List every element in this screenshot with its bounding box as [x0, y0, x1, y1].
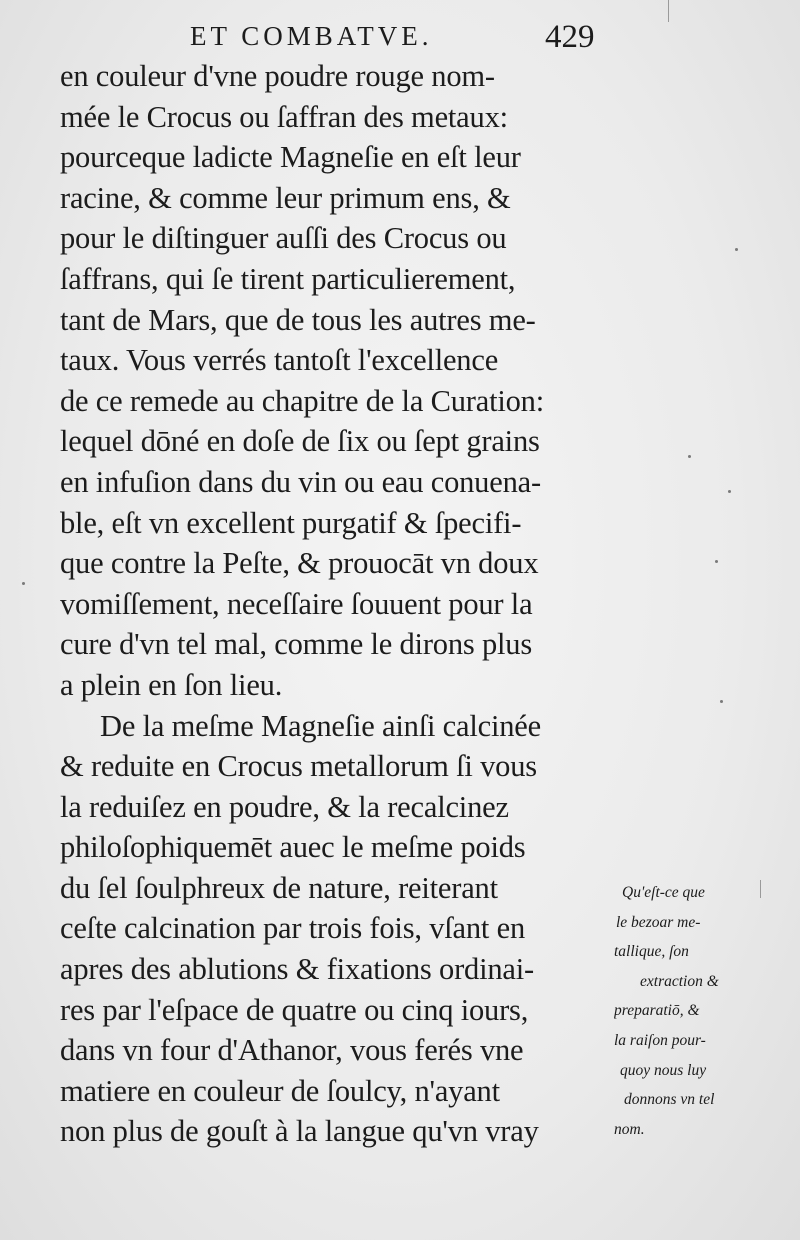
- page-edge-mark: [668, 0, 669, 22]
- text-line: pourceque ladicte Magneſie en eſt leur: [60, 140, 521, 175]
- text-line: en infuſion dans du vin ou eau conuena-: [60, 464, 541, 499]
- text-line: res par l'eſpace de quatre ou cinq iours,: [60, 992, 529, 1027]
- ink-speck: [735, 248, 738, 251]
- text-line: cure d'vn tel mal, comme le dirons plus: [60, 627, 533, 662]
- text-line: non plus de gouſt à la langue qu'vn vray: [60, 1114, 539, 1149]
- text-line: la reduiſez en poudre, & la recalcinez: [60, 789, 509, 824]
- ink-speck: [728, 490, 731, 493]
- marginal-note-line: la raiſon pour-: [614, 1031, 706, 1049]
- marginal-note-line: extraction &: [640, 972, 719, 990]
- text-line: tant de Mars, que de tous les autres me-: [60, 302, 536, 337]
- text-line: vomiſſement, neceſſaire ſouuent pour la: [60, 586, 533, 621]
- text-line: philoſophiquemēt auec le meſme poids: [60, 830, 526, 865]
- text-line: ſaffrans, qui ſe tirent particulierement,: [60, 261, 516, 296]
- text-line: ceſte calcination par trois fois, vſant en: [60, 911, 526, 946]
- marginal-note-line: quoy nous luy: [620, 1061, 707, 1079]
- page-edge-mark: [760, 880, 761, 898]
- text-line: racine, & comme leur primum ens, &: [60, 180, 511, 215]
- text-line: de ce remede au chapitre de la Curation:: [60, 383, 544, 418]
- text-line: mée le Crocus ou ſaffran des metaux:: [60, 99, 508, 134]
- text-line: dans vn four d'Athanor, vous ferés vne: [60, 1033, 524, 1068]
- text-line: matiere en couleur de ſoulcy, n'ayant: [60, 1073, 500, 1108]
- text-line: que contre la Peſte, & prouocāt vn doux: [60, 546, 539, 581]
- marginal-note-line: Qu'eſt-ce que: [622, 884, 705, 901]
- marginal-note-line: preparatiō, &: [614, 1002, 700, 1020]
- text-line: du ſel ſoulphreux de nature, reiterant: [60, 870, 498, 905]
- text-line: ble, eſt vn excellent purgatif & ſpecifi-: [60, 505, 522, 540]
- marginal-note-line: nom.: [614, 1120, 645, 1138]
- text-line: a plein en ſon lieu.: [60, 667, 283, 702]
- ink-speck: [715, 560, 718, 563]
- marginal-note: [614, 878, 794, 1144]
- ink-speck: [720, 700, 723, 703]
- text-line: lequel dōné en doſe de ſix ou ſept grains: [60, 424, 540, 459]
- text-line: & reduite en Crocus metallorum ſi vous: [60, 749, 537, 784]
- ink-speck: [688, 455, 691, 458]
- paragraph-start-line: De la meſme Magneſie ainſi calcinée: [100, 708, 541, 743]
- running-head: [190, 18, 610, 58]
- body-text: [60, 56, 620, 1152]
- marginal-note-line: tallique, ſon: [614, 943, 689, 961]
- ink-speck: [22, 582, 25, 585]
- text-line: en couleur d'vne poudre rouge nom-: [60, 59, 495, 93]
- text-line: taux. Vous verrés tantoſt l'excellence: [60, 343, 499, 378]
- text-line: pour le diſtinguer auſſi des Crocus ou: [60, 221, 507, 256]
- page-number: 429: [545, 19, 595, 55]
- marginal-note-line: donnons vn tel: [624, 1091, 715, 1109]
- marginal-note-line: le bezoar me-: [616, 913, 701, 931]
- running-title: ET COMBATVE.: [190, 21, 433, 51]
- text-line: apres des ablutions & fixations ordinai-: [60, 952, 534, 987]
